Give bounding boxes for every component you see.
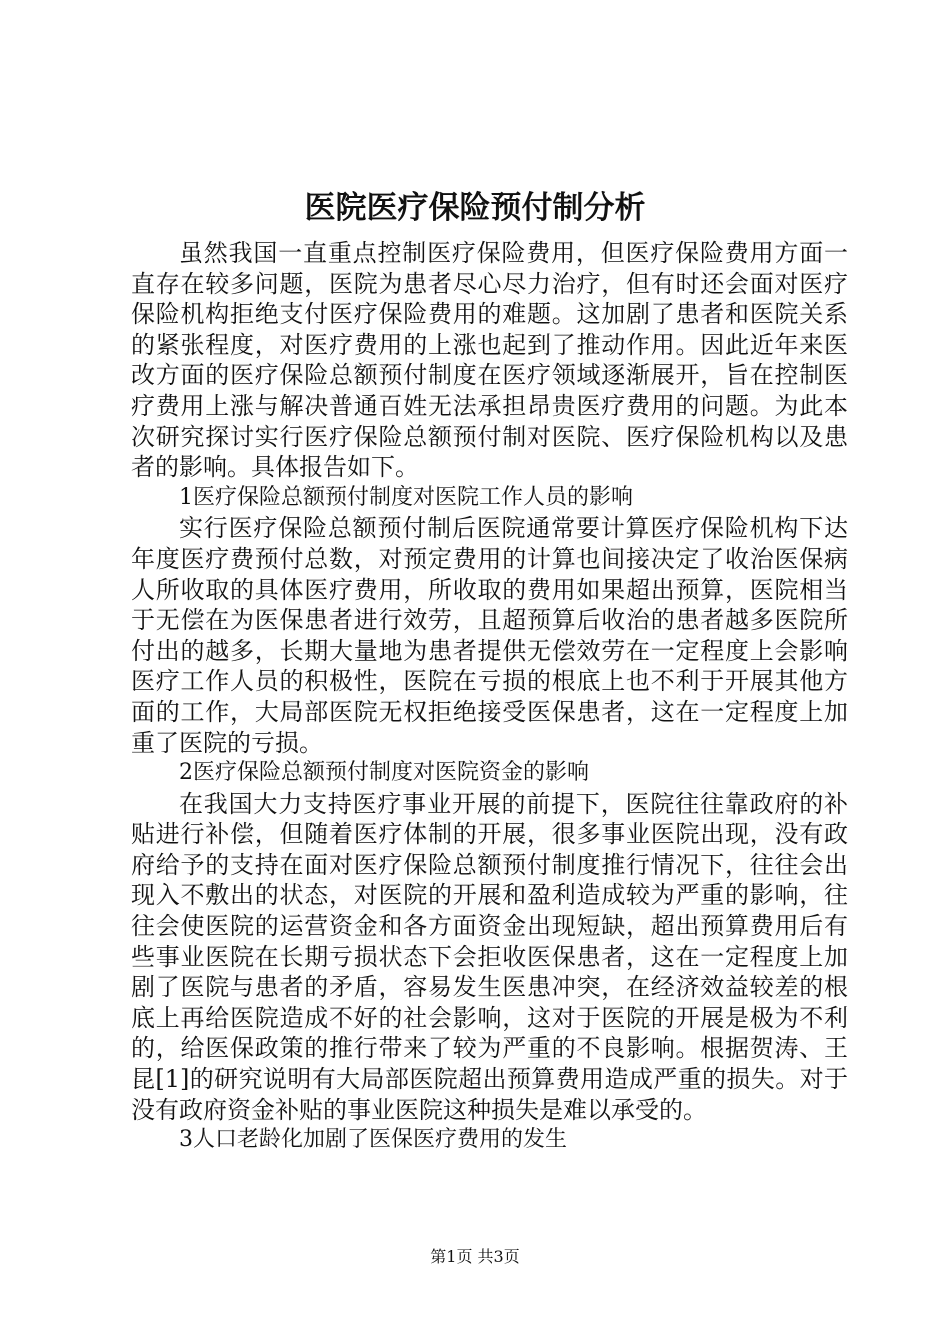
paragraph-intro: 虽然我国一直重点控制医疗保险费用，但医疗保险费用方面一直存在较多问题，医院为患者尽心尽力治疗，但有时还会面对医疗保险机构拒绝支付医疗保险费用的难题。这加剧了患者和医院关系的紧张程度，对医疗费用的上涨也起到了推动作用。因此近年来医改方面的医疗保险总额预付制度在医疗领域逐渐展开，旨在控制医疗费用上涨与解决普通百姓无法承担昂贵医疗费用的问题。为此本次研究探讨实行医疗保险总额预付制对医院、医疗保险机构以及患者的影响。具体报告如下。 [131, 239, 848, 482]
section-heading-3: 3人口老龄化加剧了医保医疗费用的发生 [179, 1127, 567, 1153]
document-body [131, 238, 848, 1156]
page-footer: 第1页 共3页 [430, 1247, 520, 1266]
paragraph-section-2: 在我国大力支持医疗事业开展的前提下，医院往往靠政府的补贴进行补偿，但随着医疗体制的开展，很多事业医院出现，没有政府给予的支持在面对医疗保险总额预付制度推行情况下，往往会出现入不敷出的状态，对医院的开展和盈利造成较为严重的影响，往往会使医院的运营资金和各方面资金出现短缺，超出预算费用后有些事业医院在长期亏损状态下会拒收医保患者，这在一定程度上加剧了医院与患者的矛盾，容易发生医患冲突，在经济效益较差的根底上再给医院造成不好的社会影响，这对于医院的开展是极为不利的，给医保政策的推行带来了较为严重的不良影响。根据贺涛、王昆[1]的研究说明有大局部医院超出预算费用造成严重的损失。对于没有政府资金补贴的事业医院这种损失是难以承受的。 [131, 789, 848, 1124]
section-heading-2: 2医疗保险总额预付制度对医院资金的影响 [179, 760, 589, 786]
paragraph-section-1: 实行医疗保险总额预付制后医院通常要计算医疗保险机构下达年度医疗费预付总数，对预定费用的计算也间接决定了收治医保病人所收取的具体医疗费用，所收取的费用如果超出预算，医院相当于无偿在为医保患者进行效劳，且超预算后收治的患者越多医院所付出的越多，长期大量地为患者提供无偿效劳在一定程度上会影响医疗工作人员的积极性，医院在亏损的根底上也不利于开展其他方面的工作，大局部医院无权拒绝接受医保患者，这在一定程度上加重了医院的亏损。 [131, 514, 848, 757]
section-heading-1: 1医疗保险总额预付制度对医院工作人员的影响 [179, 484, 633, 510]
document-title: 医院医疗保险预付制分析 [304, 190, 646, 226]
